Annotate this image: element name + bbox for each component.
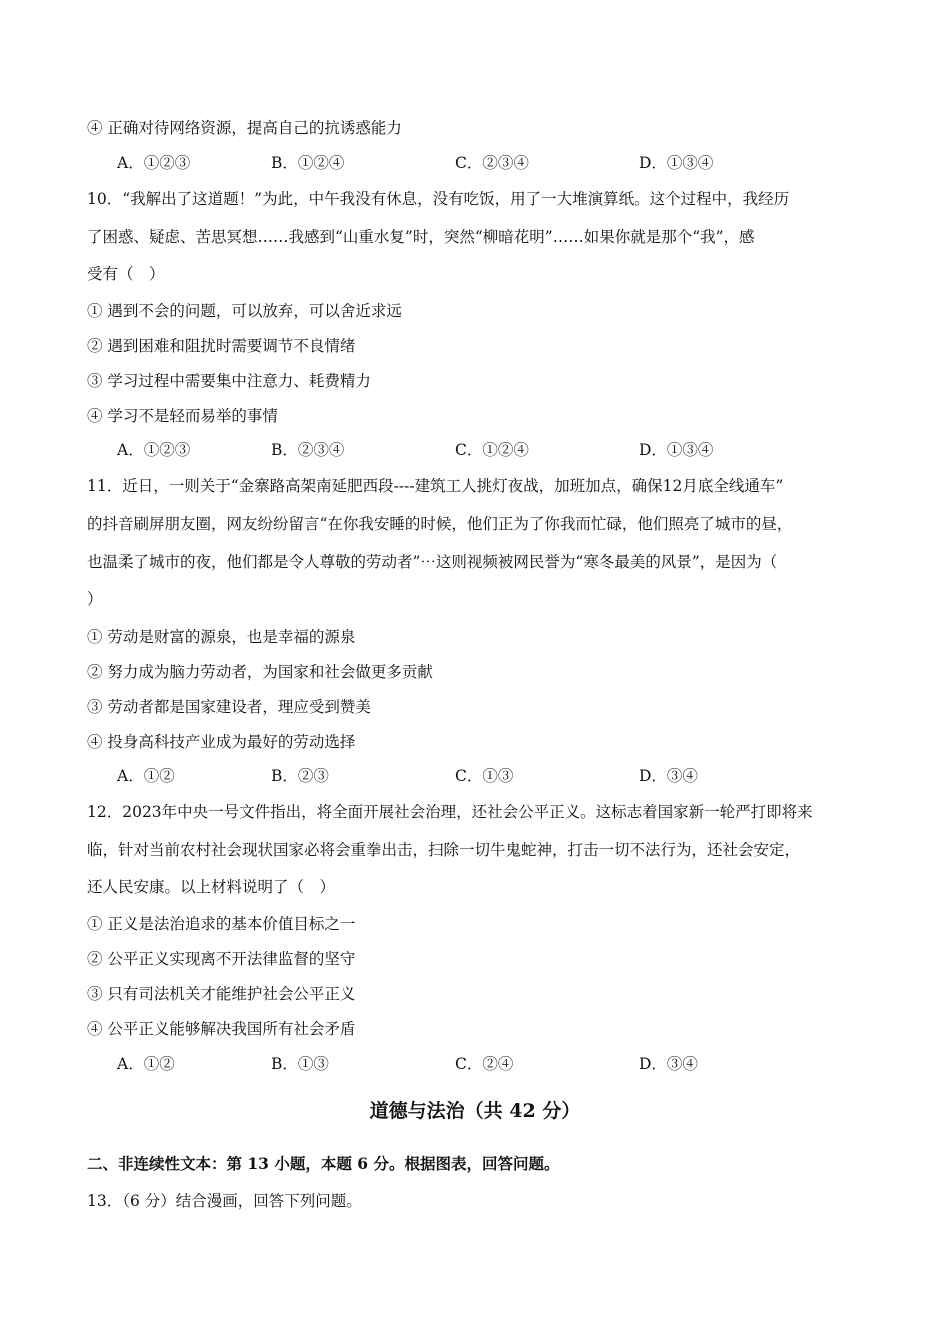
q12-option-a: A．①②	[117, 1055, 175, 1073]
q11-stem-line-3: 也温柔了城市的夜，他们都是令人尊敬的劳动者”⋯这则视频被网民誉为“寒冬最美的风景”，是因为（	[87, 553, 778, 571]
q12-options	[0, 1054, 950, 1074]
q9-item-4: ④ 正确对待网络资源，提高自己的抗诱惑能力	[87, 119, 402, 137]
q12-item-2: ② 公平正义实现离不开法律监督的坚守	[87, 950, 356, 968]
q11-item-2: ② 努力成为脑力劳动者，为国家和社会做更多贡献	[87, 663, 433, 681]
q10-option-a: A．①②③	[117, 441, 191, 459]
q13-stem: 13．（6 分）结合漫画，回答下列问题。	[87, 1192, 362, 1210]
q10-option-c: C．①②④	[455, 441, 529, 459]
q12-option-d: D．③④	[639, 1055, 698, 1073]
q11-option-d: D．③④	[639, 767, 698, 785]
q11-stem-line-1: 11．近日，一则关于“金寨路高架南延肥西段----建筑工人挑灯夜战，加班加点，确保12月底全线通车”	[87, 477, 784, 495]
q9-option-a: A．①②③	[117, 154, 191, 172]
q9-option-d: D．①③④	[639, 154, 714, 172]
q10-stem-line-3: 受有（ ）	[87, 265, 165, 283]
q11-stem-line-2: 的抖音刷屏朋友圈，网友纷纷留言“在你我安睡的时候，他们正为了你我而忙碌，他们照亮了城市的昼，	[87, 515, 793, 533]
q10-options	[0, 440, 950, 460]
q12-option-b: B．①③	[271, 1055, 329, 1073]
q12-stem-line-2: 临，针对当前农村社会现状国家必将会重拳出击，扫除一切牛鬼蛇神，打击一切不法行为，还社会安定，	[87, 841, 801, 859]
part-title: 道德与法治（共 42 分）	[369, 1100, 581, 1122]
q12-item-1: ① 正义是法治追求的基本价值目标之一	[87, 915, 356, 933]
q9-option-b: B．①②④	[271, 154, 345, 172]
q9-options	[0, 153, 950, 173]
q11-item-4: ④ 投身高科技产业成为最好的劳动选择	[87, 733, 356, 751]
q10-item-1: ① 遇到不会的问题，可以放弃，可以舍近求远	[87, 302, 402, 320]
section-title: 二、非连续性文本：第 13 小题，本题 6 分。根据图表，回答问题。	[87, 1154, 560, 1173]
q12-stem-line-3: 还人民安康。以上材料说明了（ ）	[87, 878, 336, 896]
q11-item-3: ③ 劳动者都是国家建设者，理应受到赞美	[87, 698, 371, 716]
q11-option-c: C．①③	[455, 767, 514, 785]
q10-item-3: ③ 学习过程中需要集中注意力、耗费精力	[87, 372, 371, 390]
q10-option-b: B．②③④	[271, 441, 345, 459]
q12-stem-line-1: 12．2023年中央一号文件指出，将全面开展社会治理，还社会公平正义。这标志着国家新一轮严打即将来	[87, 803, 813, 821]
q11-stem-line-4: ）	[87, 590, 103, 608]
q12-option-c: C．②④	[455, 1055, 514, 1073]
q11-item-1: ① 劳动是财富的源泉，也是幸福的源泉	[87, 628, 356, 646]
q11-options	[0, 766, 950, 786]
q11-option-b: B．②③	[271, 767, 329, 785]
q11-option-a: A．①②	[117, 767, 175, 785]
q10-option-d: D．①③④	[639, 441, 714, 459]
q9-option-c: C．②③④	[455, 154, 529, 172]
q12-item-4: ④ 公平正义能够解决我国所有社会矛盾	[87, 1020, 356, 1038]
q10-item-4: ④ 学习不是轻而易举的事情	[87, 407, 278, 425]
q10-stem-line-2: 了困惑、疑虑、苦思冥想……我感到“山重水复”时，突然“柳暗花明”……如果你就是那个“我”，感	[87, 228, 755, 246]
q12-item-3: ③ 只有司法机关才能维护社会公平正义	[87, 985, 356, 1003]
q10-item-2: ② 遇到困难和阻扰时需要调节不良情绪	[87, 337, 356, 355]
q10-stem-line-1: 10．“我解出了这道题！”为此，中午我没有休息，没有吃饭，用了一大堆演算纸。这个过程中，我经历	[87, 190, 790, 208]
